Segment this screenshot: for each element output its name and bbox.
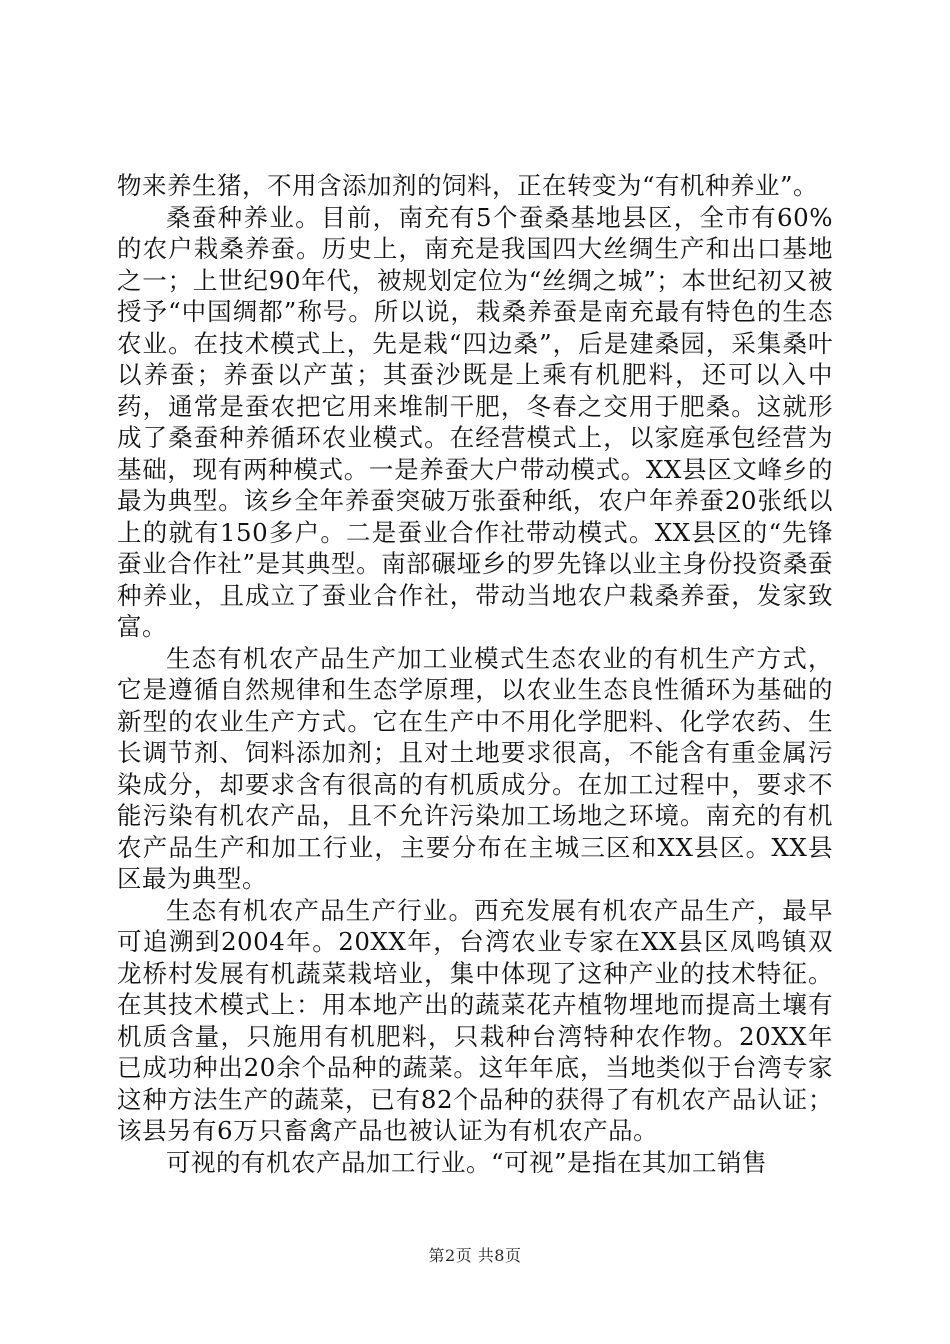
paragraph: 可视的有机农产品加工行业。“可视”是指在其加工销售 [166,1147,768,1177]
paragraph: 物来养生猪，不用含添加剂的饲料，正在转变为“有机种养业”。 [117,171,819,200]
paragraph: 生态有机农产品生产加工业模式生态农业的有机生产方式，它是遵循自然规律和生态学原理，以农业生态良性循环为基础的新型的农业生产方式。它在生产中不用化学肥料、化学农药、生长调节剂、饲料添加剂；且对土地要求很高，不能含有重金属污染成分，却要求含有很高的有机质成分。在加工过程中，要求不能污染有机农产品，且不允许污染加工场地之环境。南充的有机农产品生产和加工行业，主要分布在主城三区和XX县区。XX县区最为典型。 [117,643,833,893]
page-footer: 第2页 共8页 [428,1246,522,1265]
paragraph: 桑蚕种养业。目前，南充有5个蚕桑基地县区，全市有60%的农户栽桑养蚕。历史上，南充是我国四大丝绸生产和出口基地之一；上世纪90年代，被规划定位为“丝绸之城”；本世纪初又被授予“中国绸都”称号。所以说，栽桑养蚕是南充最有特色的生态农业。在技术模式上，先是栽“四边桑”，后是建桑园，采集桑叶以养蚕；养蚕以产茧；其蚕沙既是上乘有机肥料，还可以入中药，通常是蚕农把它用来堆制干肥，冬春之交用于肥桑。这就形成了桑蚕种养循环农业模式。在经营模式上，以家庭承包经营为基础，现有两种模式。一是养蚕大户带动模式。XX县区文峰乡的最为典型。该乡全年养蚕突破万张蚕种纸，农户年养蚕20张纸以上的就有150多户。二是蚕业合作社带动模式。XX县区的“先锋蚕业合作社”是其典型。南部碾垭乡的罗先锋以业主身份投资桑蚕种养业，且成立了蚕业合作社，带动当地农户栽桑养蚕，发家致富。 [117,202,833,641]
paragraph: 生态有机农产品生产行业。西充发展有机农产品生产，最早可追溯到2004年。20XX年，台湾农业专家在XX县区凤鸣镇双龙桥村发展有机蔬菜栽培业，集中体现了这种产业的技术特征。在其技术模式上：用本地产出的蔬菜花卉植物埋地而提高土壤有机质含量，只施用有机肥料，只栽种台湾特种农作物。20XX年已成功种出20余个品种的蔬菜。这年年底，当地类似于台湾专家这种方法生产的蔬菜，已有82个品种的获得了有机农产品认证；该县另有6万只畜禽产品也被认证为有机农产品。 [117,895,833,1145]
body-text [117,170,833,1178]
